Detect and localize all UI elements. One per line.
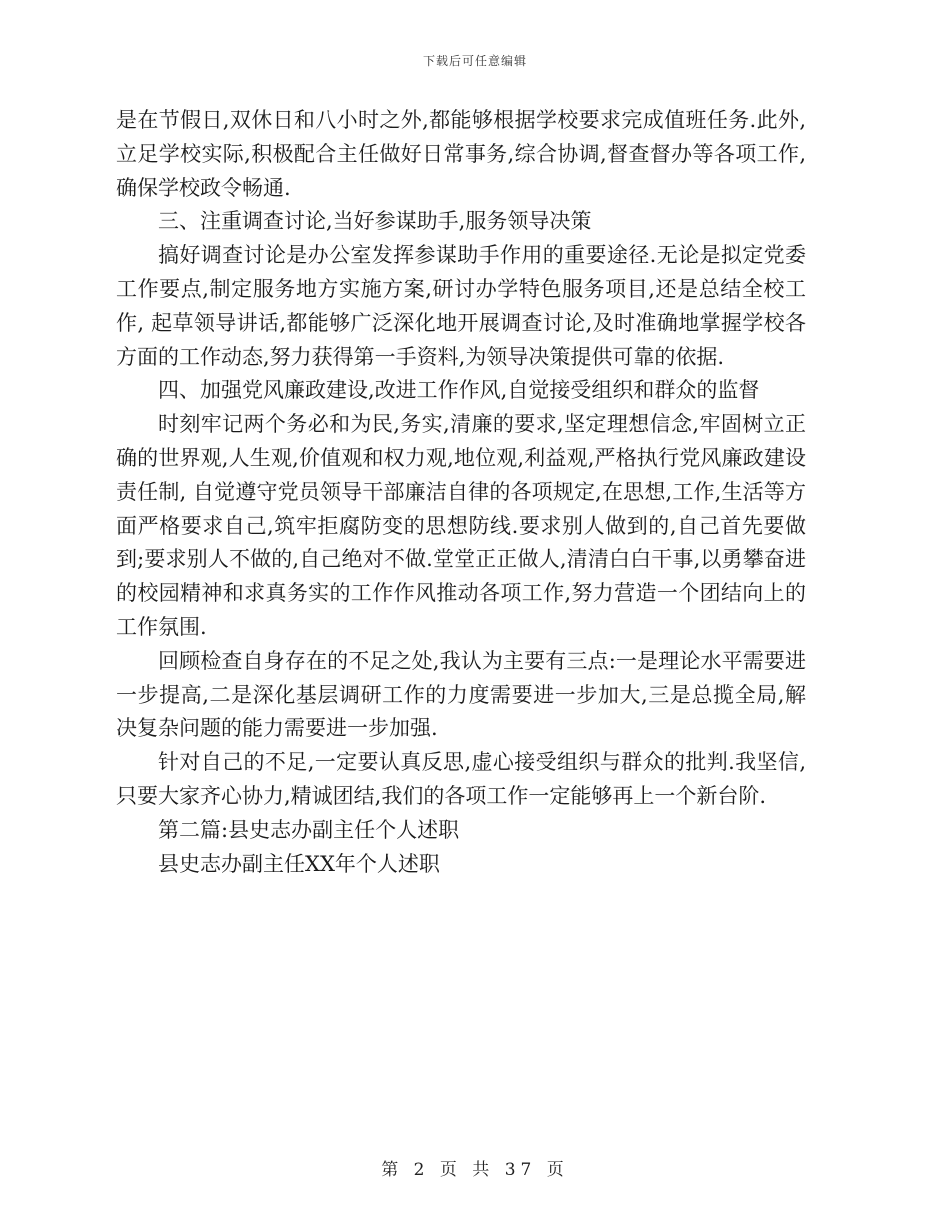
paragraph-shortcomings: 回顾检查自身存在的不足之处,我认为主要有三点:一是理论水平需要进一步提高,二是深化基层调研工作的力度需要进一步加大,三是总揽全局,解决复杂问题的能力需要进一步加强. xyxy=(116,648,806,741)
paragraph-conclusion: 针对自己的不足,一定要认真反思,虚心接受组织与群众的批判.我坚信,只要大家齐心协力,精诚团结,我们的各项工作一定能够再上一个新台阶. xyxy=(116,750,806,808)
paragraph-continuation: 是在节假日,双休日和八小时之外,都能够根据学校要求完成值班任务.此外,立足学校实际,积极配合主任做好日常事务,综合协调,督查督办等各项工作,确保学校政令畅通. xyxy=(116,108,806,200)
paragraph-integrity: 时刻牢记两个务必和为民,务实,清廉的要求,坚定理想信念,牢固树立正确的世界观,人生观,价值观和权力观,地位观,利益观,严格执行党风廉政建设责任制, 自觉遵守党员领导干部廉洁自律的各项规定,在思想,工作,生活等方面严格要求自己,筑牢拒腐防变的思想防线.要求别人做到的,自己首先要做到;要求别人不做的,自己绝对不做.堂堂正正做人,清清白白干事,以勇攀奋进的校园精神和求真务实的工作作风推动各项工作,努力营造一个团结向上的工作氛围. xyxy=(116,412,806,639)
chapter-title: 第二篇:县史志办副主任个人述职 xyxy=(158,817,460,842)
document-body xyxy=(116,104,806,881)
chapter-subtitle: 县史志办副主任XX年个人述职 xyxy=(158,851,440,876)
section-heading-4: 四、加强党风廉政建设,改进工作作风,自觉接受组织和群众的监督 xyxy=(158,378,760,403)
page-header: 下载后可任意编辑 xyxy=(422,54,527,68)
section-heading-3: 三、注重调查讨论,当好参谋助手,服务领导决策 xyxy=(158,209,592,234)
paragraph-research: 搞好调查讨论是办公室发挥参谋助手作用的重要途径.无论是拟定党委工作要点,制定服务地方实施方案,研讨办学特色服务项目,还是总结全校工作, 起草领导讲话,都能够广泛深化地开展调查讨论,及时准确地掌握学校各方面的工作动态,努力获得第一手资料,为领导决策提供可靠的依据. xyxy=(116,243,806,369)
page-number: 第 2 页 共 37 页 xyxy=(381,1160,569,1180)
